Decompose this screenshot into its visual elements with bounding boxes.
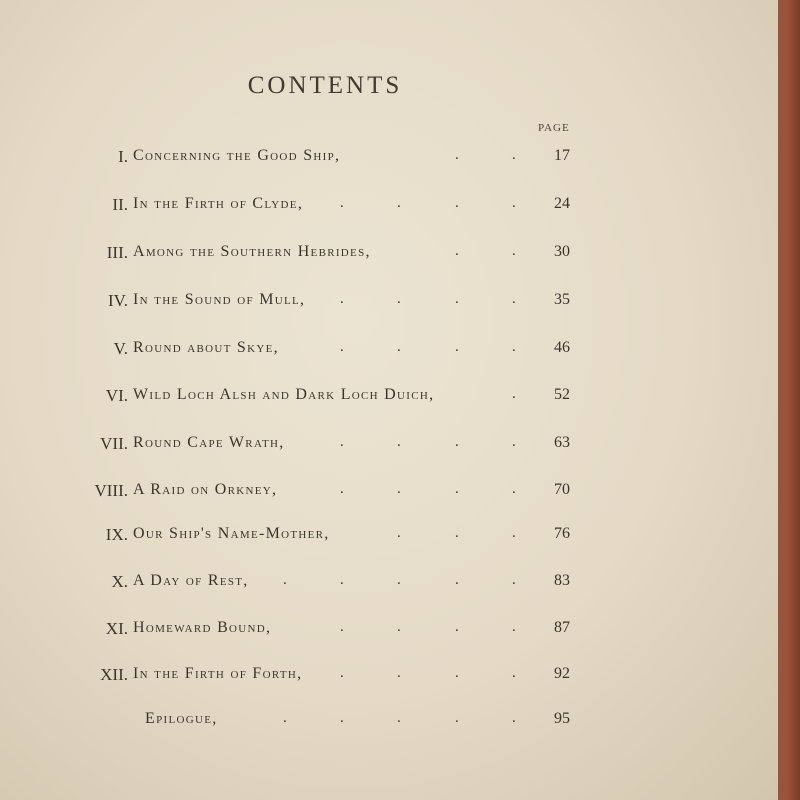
toc-entry xyxy=(0,434,778,464)
leader-dot: . xyxy=(512,710,516,726)
chapter-number: V. xyxy=(113,339,128,358)
leader-dot: . xyxy=(455,195,459,211)
chapter-number: VIII. xyxy=(94,481,128,500)
leader-dot: . xyxy=(397,619,401,635)
leader-dot: . xyxy=(455,710,459,726)
chapter-title: A Raid on Orkney, xyxy=(133,481,278,498)
leader-dot: . xyxy=(512,572,516,588)
page-column-heading: PAGE xyxy=(538,122,570,134)
page-number: 87 xyxy=(554,619,570,636)
toc-entry xyxy=(0,291,778,321)
leader-dot: . xyxy=(455,481,459,497)
chapter-number: XII. xyxy=(100,665,128,684)
page-number: 17 xyxy=(554,147,570,164)
leader-dot: . xyxy=(397,481,401,497)
toc-entry xyxy=(0,147,778,177)
leader-dot: . xyxy=(397,195,401,211)
chapter-title: Epilogue, xyxy=(145,710,218,727)
leader-dot: . xyxy=(455,434,459,450)
chapter-title: In the Firth of Forth, xyxy=(133,665,303,682)
page-number: 24 xyxy=(554,195,570,212)
leader-dot: . xyxy=(340,339,344,355)
toc-entry xyxy=(0,665,778,695)
leader-dot: . xyxy=(283,710,287,726)
leader-dot: . xyxy=(340,619,344,635)
toc-entry xyxy=(0,572,778,602)
page-title: CONTENTS xyxy=(247,72,403,99)
leader-dot: . xyxy=(512,481,516,497)
page-number: 76 xyxy=(554,525,570,542)
chapter-number: IV. xyxy=(108,291,128,310)
leader-dot: . xyxy=(455,291,459,307)
leader-dot: . xyxy=(340,710,344,726)
leader-dot: . xyxy=(512,147,516,163)
leader-dot: . xyxy=(340,195,344,211)
leader-dot: . xyxy=(397,434,401,450)
chapter-title: A Day of Rest, xyxy=(133,572,249,589)
chapter-number: X. xyxy=(111,572,128,591)
book-binding-edge xyxy=(778,0,800,800)
page-number: 70 xyxy=(554,481,570,498)
chapter-number: XI. xyxy=(105,619,128,638)
leader-dot: . xyxy=(340,481,344,497)
toc-entry xyxy=(0,339,778,369)
leader-dot: . xyxy=(455,243,459,259)
leader-dot: . xyxy=(340,434,344,450)
leader-dot: . xyxy=(512,195,516,211)
leader-dot: . xyxy=(340,572,344,588)
chapter-title: In the Sound of Mull, xyxy=(133,291,306,308)
page-number: 92 xyxy=(554,665,570,682)
leader-dot: . xyxy=(512,665,516,681)
chapter-number: II. xyxy=(112,195,128,214)
leader-dot: . xyxy=(455,339,459,355)
leader-dot: . xyxy=(512,386,516,402)
toc-entry xyxy=(0,481,778,511)
toc-entry xyxy=(0,386,778,416)
leader-dot: . xyxy=(455,572,459,588)
chapter-number: VI. xyxy=(105,386,128,405)
chapter-number: III. xyxy=(106,243,128,262)
chapter-title: Homeward Bound, xyxy=(133,619,272,636)
toc-entry xyxy=(0,525,778,555)
chapter-number: I. xyxy=(118,147,128,166)
toc-entry-epilogue xyxy=(0,710,778,740)
toc-entry xyxy=(0,195,778,225)
chapter-title: Round Cape Wrath, xyxy=(133,434,285,451)
leader-dot: . xyxy=(455,619,459,635)
toc-entry xyxy=(0,243,778,273)
leader-dot: . xyxy=(512,243,516,259)
chapter-title: Wild Loch Alsh and Dark Loch Duich, xyxy=(133,386,435,403)
chapter-title: In the Firth of Clyde, xyxy=(133,195,304,212)
toc-entry xyxy=(0,619,778,649)
leader-dot: . xyxy=(455,665,459,681)
leader-dot: . xyxy=(455,147,459,163)
leader-dot: . xyxy=(512,434,516,450)
page-number: 63 xyxy=(554,434,570,451)
page-number: 95 xyxy=(554,710,570,727)
leader-dot: . xyxy=(397,572,401,588)
leader-dot: . xyxy=(397,339,401,355)
chapter-title: Among the Southern Hebrides, xyxy=(133,243,371,260)
page-number: 52 xyxy=(554,386,570,403)
leader-dot: . xyxy=(397,291,401,307)
leader-dot: . xyxy=(397,710,401,726)
chapter-title: Concerning the Good Ship, xyxy=(133,147,341,164)
page-number: 46 xyxy=(554,339,570,356)
leader-dot: . xyxy=(455,525,459,541)
leader-dot: . xyxy=(512,291,516,307)
leader-dot: . xyxy=(340,291,344,307)
leader-dot: . xyxy=(512,339,516,355)
leader-dot: . xyxy=(340,665,344,681)
leader-dot: . xyxy=(397,665,401,681)
leader-dot: . xyxy=(397,525,401,541)
chapter-title: Round about Skye, xyxy=(133,339,279,356)
page-number: 35 xyxy=(554,291,570,308)
leader-dot: . xyxy=(512,525,516,541)
chapter-number: VII. xyxy=(100,434,128,453)
chapter-title: Our Ship's Name-Mother, xyxy=(133,525,330,542)
leader-dot: . xyxy=(283,572,287,588)
page-number: 83 xyxy=(554,572,570,589)
page-number: 30 xyxy=(554,243,570,260)
chapter-number: IX. xyxy=(105,525,128,544)
leader-dot: . xyxy=(512,619,516,635)
